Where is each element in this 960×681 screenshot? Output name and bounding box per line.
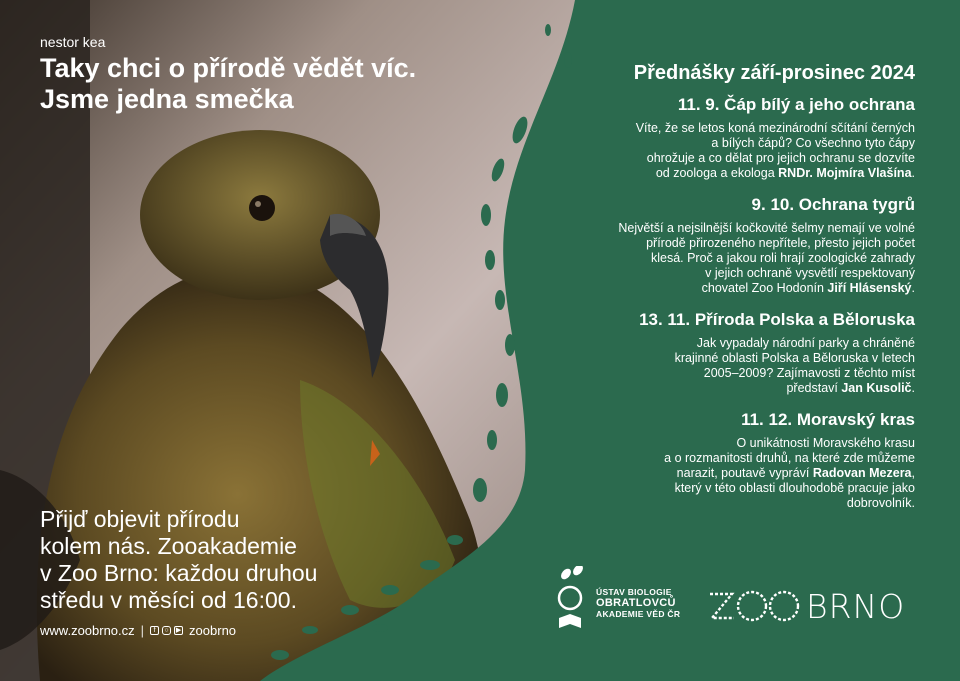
speaker-name: Jan Kusolič [841,381,912,395]
social-icons [150,626,183,635]
desc-line: od zoologa a ekologa [655,166,779,180]
lecture-description [535,221,915,296]
ustav-line-2: OBRATLOVCŮ [596,597,676,609]
cta-line-2: kolem nás. Zooakademie [40,533,297,559]
lecture-description [535,436,915,511]
header-block [40,34,560,115]
bird-shape-icon [571,566,585,577]
desc-line: chovatel Zoo Hodonín [701,281,828,295]
youtube-icon[interactable]: ▶ [175,627,182,634]
lecture-heading: 9. 10. Ochrana tygrů [751,195,915,214]
desc-line: přírodě přirozeného nepřítele, přesto jejich počet [646,236,915,250]
desc-line: krajinné oblasti Polska a Běloruska v letech [674,351,915,365]
speaker-name: RNDr. Mojmíra Vlašína [778,166,912,180]
desc-line: a bílých čápů? Co všechno tyto čápy [711,136,915,150]
cta-line-3: v Zoo Brno: každou druhou [40,560,318,586]
desc-line: Největší a nejsilnější kočkovité šelmy nemají ve volné [618,221,915,235]
series-title: Přednášky září-prosinec 2024 [633,62,915,84]
cta-line-1: Přijď objevit přírodu [40,506,240,532]
instagram-icon[interactable]: ○ [162,626,171,635]
cta-line-4: středu v měsíci od 16:00. [40,587,297,613]
desc-tail: . [911,166,915,180]
lecture-item [535,310,915,396]
zoo-brno-logo [706,584,905,628]
social-handle[interactable]: zoobrno [189,623,237,638]
photo-caption: nestor kea [40,34,106,50]
lecture-heading: 11. 12. Moravský kras [741,410,915,429]
headline-line-2: Jsme jedna smečka [40,84,294,114]
separator: | [140,623,145,638]
website-prefix: www. [40,623,72,638]
lecture-item [535,410,915,511]
desc-line: klesá. Proč a jakou roli hrají zoologické zahrady [650,251,915,265]
brno-wordmark: BRNO [806,586,906,626]
lecture-description [535,336,915,396]
website-domain: zoobrno.cz [71,623,135,638]
desc-line: 2005–2009? Zajímavosti z těchto míst [703,366,915,380]
ustav-biologie-text [596,587,680,620]
bird-shape-icon [559,567,573,581]
desc-line: v jejich ochraně vysvětlí respektovaný [705,266,915,280]
desc-tail: , [911,466,915,480]
zoo-dotted-mark-icon [706,584,802,628]
headline [40,53,560,115]
ustav-line-1: ÚSTAV BIOLOGIE [596,587,672,597]
book-icon [559,614,581,628]
desc-line: a o rozmanitosti druhů, na které zde můžeme [664,451,915,465]
desc-line: představí [786,381,842,395]
lecture-heading: 11. 9. Čáp bílý a jeho ochrana [677,95,915,114]
lecture-item [535,95,915,181]
desc-line: Jak vypadaly národní parky a chráněné [696,336,915,350]
desc-tail: . [911,381,915,395]
facebook-icon[interactable]: f [150,626,159,635]
lecture-description [535,121,915,181]
desc-line: který v této oblasti dlouhodobě pracuje jako [674,481,915,495]
desc-line: O unikátnosti Moravského krasu [736,436,915,450]
speaker-name: Radovan Mezera [812,466,912,480]
desc-tail: . [911,281,915,295]
desc-line: narazit, poutavě vypráví [676,466,813,480]
contact-line [40,623,236,638]
speaker-name: Jiří Hlásenský [827,281,912,295]
desc-line: Víte, že se letos koná mezinárodní sčítání černých [635,121,915,135]
lecture-heading: 13. 11. Příroda Polska a Běloruska [639,310,915,329]
ustav-line-3: AKADEMIE VĚD ČR [596,609,681,619]
headline-line-1: Taky chci o přírodě vědět víc. [40,53,417,83]
call-to-action [40,506,410,614]
desc-line: ohrožuje a co dělat pro jejich ochranu se dozvíte [646,151,915,165]
website-link[interactable] [40,623,135,638]
lecture-item [535,195,915,296]
desc-line: dobrovolník. [846,496,915,510]
lecture-program [535,62,915,525]
